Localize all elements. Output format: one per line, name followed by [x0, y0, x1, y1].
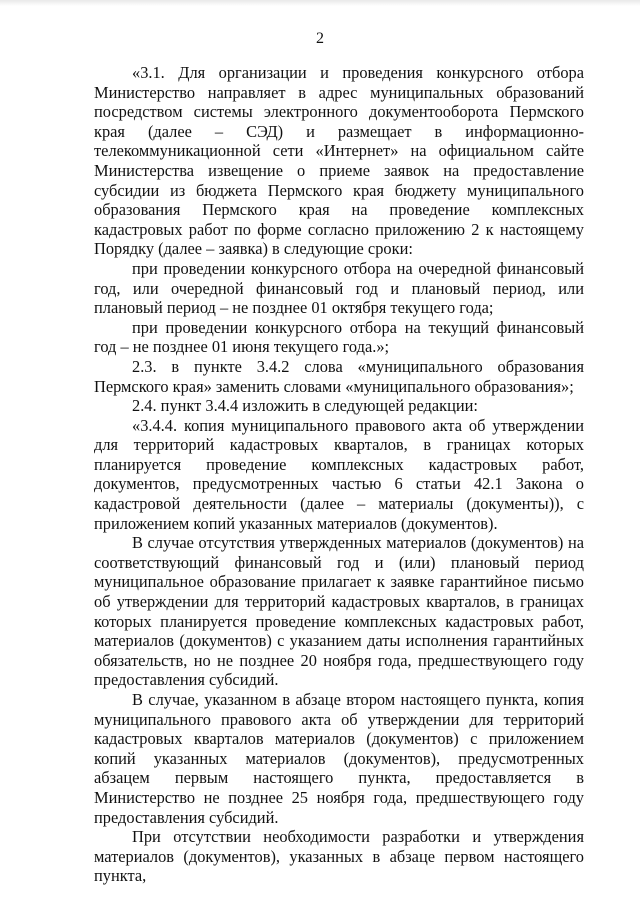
- page-number: 2: [316, 30, 324, 47]
- paragraph-deadline-next-year: при проведении конкурсного отбора на очередной финансовый год, или очередной финансовый год и плановый период, или плановый период – не позднее 01 октября текущего года;: [94, 258, 584, 318]
- document-body: [94, 63, 584, 886]
- paragraph-2-4: 2.4. пункт 3.4.4 изложить в следующей редакции:: [132, 396, 478, 416]
- paragraph-missing-materials: В случае отсутствия утвержденных материалов (документов) на соответствующий финансовый год и (или) плановый период муниципальное образование прилагает к заявке гарантийное письмо об утверждении для территорий кадастровых кварталов, в границах которых планируется проведение комплексных кадастровых работ, материалов (документов) с указанием даты исполнения гарантийных обязательств, но не позднее 20 ноября года, предшествующего году предоставления субсидий.: [94, 533, 584, 690]
- paragraph-deadline-current-year: при проведении конкурсного отбора на текущий финансовый год – не позднее 01 июня текущего года.»;: [94, 317, 584, 357]
- paragraph-3-4-4: «3.4.4. копия муниципального правового акта об утверждении для территорий кадастровых кварталов, в границах которых планируется проведение комплексных кадастровых работ, документов, предусмотренных частью 6 статьи 42.1 Закона о кадастровой деятельности (далее – материалы (документы)), с приложением копий указанных материалов (документов).: [94, 415, 584, 533]
- scan-edge-shadow: [0, 0, 640, 6]
- paragraph-3-1-intro: «3.1. Для организации и проведения конкурсного отбора Министерство направляет в адрес муниципальных образований посредством системы электронного документооборота Пермского края (далее – СЭД) и размещает в информационно-телекоммуникационной сети «Интернет» на официальном сайте Министерства извещение о приеме заявок на предоставление субсидии из бюджета Пермского края бюджету муниципального образования Пермского края на проведение комплексных кадастровых работ по форме согласно приложению 2 к настоящему Порядку (далее – заявка) в следующие сроки:: [94, 63, 584, 259]
- paragraph-case-second: В случае, указанном в абзаце втором настоящего пункта, копия муниципального правового акта об утверждении для территорий кадастровых кварталов материалов (документов) с приложением копий указанных материалов (документов), предусмотренных абзацем первым настоящего пункта, предоставляется в Министерство не позднее 25 ноября года, предшествующего году предоставления субсидий.: [94, 690, 584, 827]
- paragraph-2-3: 2.3. в пункте 3.4.2 слова «муниципального образования Пермского края» заменить словами «муниципального образования»;: [94, 356, 584, 396]
- paragraph-no-need: При отсутствии необходимости разработки и утверждения материалов (документов), указанных в абзаце первом настоящего пункта,: [94, 827, 584, 886]
